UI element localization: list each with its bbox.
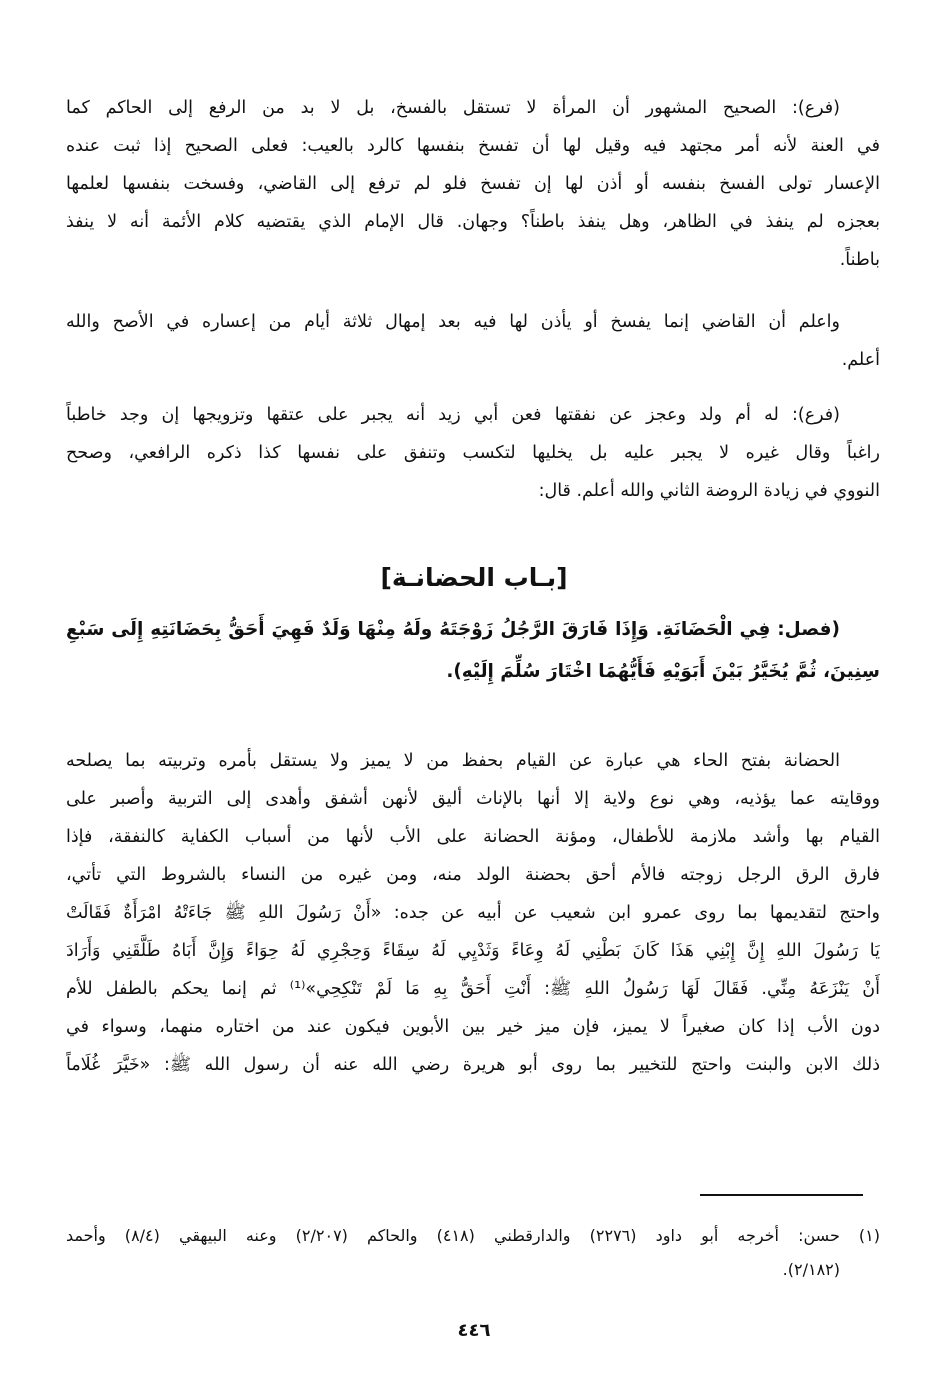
text-line: واحتج لتقديمها بما روى عمرو ابن شعيب عن أبيه عن جده: «أَنْ رَسُولَ اللهِ ﷺ جَاءَتْهُ امْرَأَةٌ فَقَالَتْ bbox=[66, 903, 880, 923]
text-line: دون الأب إذا كان صغيراً لا يميز، فإن ميز خير بين الأبوين فيكون عند من اختاره منهما، وسواء في bbox=[66, 1017, 880, 1037]
text-line: النووي في زيادة الروضة الثاني والله أعلم. قال: bbox=[538, 481, 880, 501]
text-line: سِنِينَ، ثُمَّ يُخَيَّرُ بَيْنَ أَبَوَيْهِ فَأَيُّهُمَا اخْتَارَ سُلِّمَ إِلَيْهِ). bbox=[446, 661, 880, 682]
text-line: ووقايته عما يؤذيه، وهي نوع ولاية إلا أنها بالإناث أليق لأنهن أشفق وأهدى إلى التربية وأصبر على bbox=[66, 789, 880, 809]
text-line: يَا رَسُولَ اللهِ إِنَّ إِبْنِي هَذَا كَانَ بَطْنِي لَهُ وِعَاءً وَثَدْيِي لَهُ سِقَاءً وَحِجْرِي لَهُ حِوَاءً وَإِنَّ أَبَاهُ طَلَّقَنِي وَأَرَادَ bbox=[66, 941, 880, 961]
footnote-line: (١) حسن: أخرجه أبو داود (٢٢٧٦) والدارقطني (٤١٨) والحاكم (٢/٢٠٧) وعنه البيهقي (٨/٤) وأحمد bbox=[66, 1226, 880, 1245]
section-heading: [بـاب الحضانـة] bbox=[380, 563, 568, 592]
text-line: أَنْ يَنْزَعَهُ مِنِّي. فَقَالَ لَهَا رَسُولُ اللهِ ﷺ: أَنْتِ أَحَقُّ بِهِ مَا لَمْ تَنْكِحِي»⁽¹⁾ ثم إنما يحكم بالطفل للأم bbox=[66, 979, 880, 999]
text-line: القيام بها وأشد ملازمة للأطفال، ومؤنة الحضانة على الأب لأنها من أسباب الكفاية كالنفقة، فإذا bbox=[66, 827, 880, 847]
text-line: (فصل: فِي الْحَضَانَةِ. وَإِذَا فَارَقَ الرَّجُلُ زَوْجَتَهُ ولَهُ مِنْهَا وَلَدٌ فَهِيَ أَحَقُّ بِحَضَانَتِهِ إِلَى سَبْعِ bbox=[66, 619, 840, 640]
text-line: بعجزه لم ينفذ في الظاهر، وهل ينفذ باطناً؟ وجهان. قال الإمام الذي يقتضيه كلام الأئمة أنه لا ينفذ bbox=[66, 212, 880, 232]
text-line: في العنة لأنه أمر مجتهد فيه وقيل لها أن تفسخ بنفسها كالرد بالعيب: فعلى الصحيح إذا ثبت عنده bbox=[66, 136, 880, 156]
text-line: باطناً. bbox=[839, 250, 880, 270]
page-number: ٤٤٦ bbox=[457, 1320, 491, 1341]
text-line: الحضانة بفتح الحاء هي عبارة عن القيام بحفظ من لا يميز ولا يستقل بأمره وتربيته بما يصلحه bbox=[66, 751, 840, 771]
paragraph-judge bbox=[66, 303, 880, 379]
text-line: واعلم أن القاضي إنما يفسخ أو يأذن لها فيه بعد إمهال ثلاثة أيام من إعساره في الأصح والله bbox=[66, 312, 840, 332]
footnote bbox=[66, 1219, 880, 1287]
text-line: فارق الرق الرجل زوجته فالأم أحق بحضنة الولد منه، ومن غيره من النساء بالشروط التي تأتي، bbox=[66, 865, 880, 885]
footnote-line: (٢/١٨٢). bbox=[782, 1260, 840, 1279]
paragraph-far-umm-walad bbox=[66, 396, 880, 510]
text-line: ذلك الابن والبنت واحتج للتخيير بما روى أبو هريرة رضي الله عنه أن رسول الله ﷺ: «خَيَّرَ غُلَاماً bbox=[66, 1055, 880, 1075]
text-line: أعلم. bbox=[841, 350, 880, 370]
paragraph-far-insolvency bbox=[66, 89, 880, 279]
text-line: راغباً وقال غيره لا يجبر عليه بل يخليها لتكسب وتنفق على نفسها كذا ذكره الرافعي، وصحح bbox=[66, 443, 880, 463]
text-line: (فرع): له أم ولد وعجز عن نفقتها فعن أبي زيد أنه يجبر على عتقها وتزويجها إن وجد خاطباً bbox=[66, 405, 840, 425]
footnote-divider bbox=[700, 1194, 863, 1196]
matn-fasl bbox=[66, 609, 880, 693]
text-line: الإعسار تولى الفسخ بنفسه أو أذن لها إن تفسخ فلو لم ترفع إلى القاضي، وفسخت بنفسها لعلمها bbox=[66, 174, 880, 194]
text-line: (فرع): الصحيح المشهور أن المرأة لا تستقل بالفسخ، بل لا بد من الرفع إلى الحاكم كما bbox=[66, 98, 840, 118]
paragraph-hadana-commentary bbox=[66, 742, 880, 1084]
